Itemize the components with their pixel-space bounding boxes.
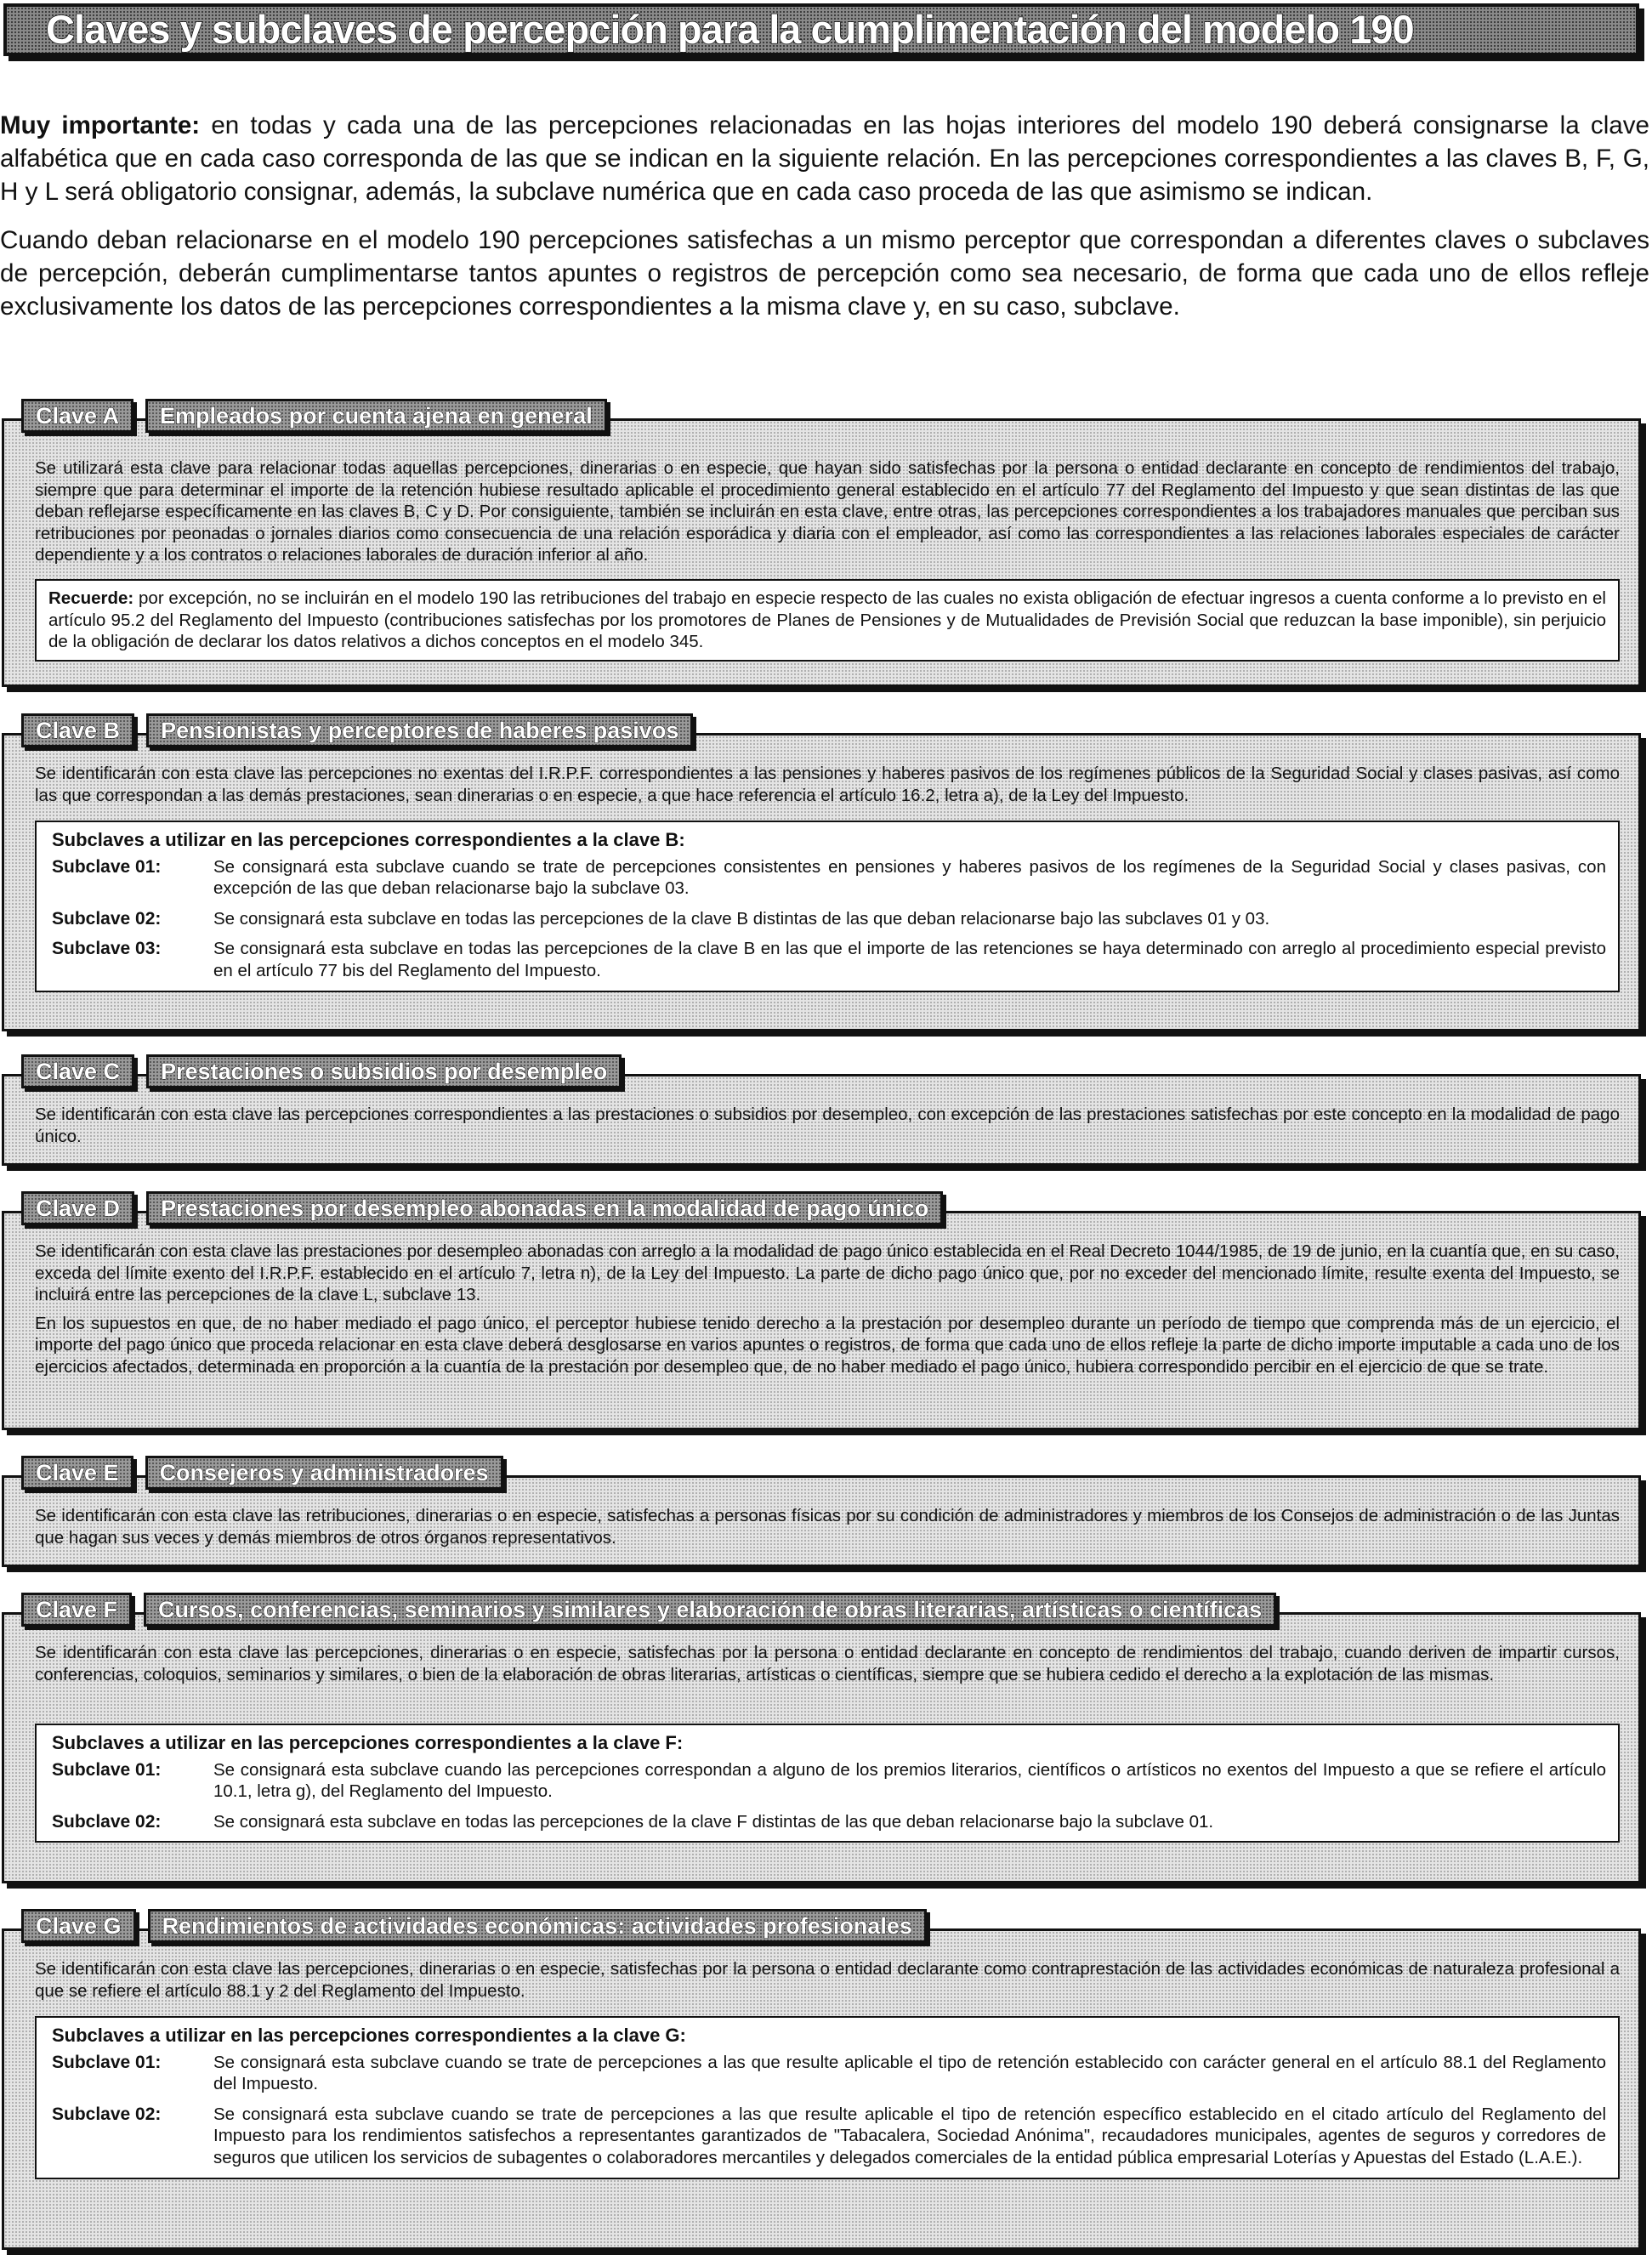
section-body: [35, 457, 1620, 573]
subclave-text: Se consignará esta subclave cuando se trate de percepciones a las que resulte aplicable el tipo de retención específico establecido en el citado artículo del Reglamento del Impuesto para los rendimientos satisfechos a representantes garantizados de "Tabacalera, Sociedad Anónima", recaudadores municipales, agentes de seguros y corredores de seguros que utilicen los servicios de subagentes o colaboradores mercantiles y delegados comerciales de la entidad pública empresarial Loterías y Apuestas del Estado (L.A.E.).: [213, 2104, 1606, 2167]
subclaves-heading: Subclaves a utilizar en las percepciones correspondientes a la clave B:: [52, 829, 685, 850]
clave-name-tab: Pensionistas y perceptores de haberes pasivos: [146, 713, 693, 747]
section-tabs: [21, 1593, 1276, 1627]
section-tabs: [21, 1191, 943, 1225]
note-lead: Recuerde:: [48, 588, 134, 608]
section-text-2: En los supuestos en que, de no haber mediado el pago único, el perceptor hubiese tenido derecho a la prestación por desempleo durante un período de tiempo que comprenda más de un ejercicio, el importe del pago único que proceda relacionar en esta clave deberá desglosarse en varios apuntes o registros, de forma que cada uno de ellos refleje la parte de dicho importe imputable a cada uno de los ejercicios afectados, determinada en proporción a la cuantía de la prestación por desempleo que, de no haber mediado el pago único, hubiera correspondido percibir en el ejercicio de que se trate.: [35, 1313, 1620, 1377]
section-tabs: [21, 1456, 503, 1490]
section-text: Se identificarán con esta clave las percepciones no exentas del I.R.P.F. correspondientes a las pensiones y haberes pasivos de los regímenes públicos de la Seguridad Social y clases pasivas, así como las que correspondan a las demás prestaciones, sean dinerarias o en especie, a que hace referencia el artículo 16.2, letra a), de la Ley del Impuesto.: [35, 764, 1620, 805]
subclave-label: Subclave 02:: [52, 1811, 162, 1832]
clave-name-tab: Empleados por cuenta ajena en general: [145, 399, 607, 433]
section-clave-d: [2, 1196, 1641, 1430]
section-text: Se identificarán con esta clave las retribuciones, dinerarias o en especie, satisfechas a personas físicas por su condición de administradores y miembros de los Consejos de administración o de las Juntas que hagan sus veces y demás miembros de otros órganos representativos.: [35, 1506, 1620, 1548]
subclave-text: Se consignará esta subclave en todas las percepciones de la clave B distintas de las que deban relacionarse bajo las subclaves 01 y 03.: [213, 908, 1270, 929]
section-text: Se identificarán con esta clave las percepciones correspondientes a las prestaciones o subsidios por desempleo, con excepción de las prestaciones satisfechas por este concepto en la modalidad de pago único.: [35, 1105, 1620, 1146]
subclave-label: Subclave 01:: [52, 856, 162, 877]
clave-tab: Clave C: [21, 1054, 134, 1088]
section-clave-e: [2, 1460, 1641, 1567]
subclave-label: Subclave 01:: [52, 2052, 162, 2072]
section-text: Se identificarán con esta clave las prestaciones por desempleo abonadas con arreglo a la modalidad de pago único establecida en el Real Decreto 1044/1985, de 19 de junio, en la cuantía que, en su caso, exceda del límite exento del I.R.P.F. establecido en el artículo 7, letra n), de la Ley del Impuesto. La parte de dicho pago único que, por no exceder del mencionado límite, resulte exenta del Impuesto, se incluirá entre las percepciones de la clave L, subclave 13.: [35, 1241, 1620, 1305]
clave-tab: Clave A: [21, 399, 133, 433]
subclaves-heading: Subclaves a utilizar en las percepciones correspondientes a la clave G:: [52, 2025, 686, 2046]
section-tabs: [21, 713, 693, 747]
section-body: [35, 1642, 1620, 1692]
subclave-label: Subclave 02:: [52, 2104, 162, 2124]
section-clave-f: [2, 1597, 1641, 1883]
section-body: [35, 1958, 1620, 2008]
section-body: [35, 1104, 1620, 1154]
subclave-row: [52, 938, 1606, 981]
section-body: [35, 1241, 1620, 1385]
intro-text-1: en todas y cada una de las percepciones relacionadas en las hojas interiores del modelo 190 deberá consignarse la clave alfabética que en cada caso corresponda de las que se indican en la siguiente relación. En las percepciones correspondientes a las claves B, F, G, H y L será obligatorio consignar, además, la subclave numérica que en cada caso proceda de las que asimismo se indican.: [0, 111, 1649, 206]
subclave-row: [52, 856, 1606, 900]
section-text: Se identificarán con esta clave las percepciones, dinerarias o en especie, satisfechas por la persona o entidad declarante como contraprestación de las actividades económicas de naturaleza profesional a que se refiere el artículo 88.1 y 2 del Reglamento del Impuesto.: [35, 1959, 1620, 2001]
clave-tab: Clave F: [21, 1593, 132, 1627]
intro-paragraph-2: Cuando deban relacionarse en el modelo 190 percepciones satisfechas a un mismo perceptor que correspondan a diferentes claves o subclaves de percepción, deberán cumplimentarse tantos apuntes o registros de percepción como sea necesario, de forma que cada uno de ellos refleje exclusivamente los datos de las percepciones correspondientes a la misma clave y, en su caso, subclave.: [0, 226, 1649, 321]
subclave-label: Subclave 01:: [52, 1759, 162, 1780]
subclave-row: [52, 2052, 1606, 2095]
subclave-row: [52, 1811, 1606, 1833]
subclave-row: [52, 1759, 1606, 1803]
subclave-label: Subclave 02:: [52, 908, 162, 929]
clave-tab: Clave E: [21, 1456, 133, 1490]
section-clave-b: [2, 718, 1641, 1031]
clave-name-tab: Prestaciones por desempleo abonadas en la modalidad de pago único: [146, 1191, 943, 1225]
section-tabs: [21, 399, 607, 433]
section-body: [35, 763, 1620, 813]
clave-name-tab: Consejeros y administradores: [145, 1456, 503, 1490]
clave-tab: Clave B: [21, 713, 134, 747]
clave-tab: Clave G: [21, 1909, 136, 1943]
subclave-text: Se consignará esta subclave en todas las percepciones de la clave F distintas de las que deban relacionarse bajo la subclave 01.: [213, 1811, 1214, 1832]
subclave-row: [52, 2104, 1606, 2169]
subclaves-box: [35, 1724, 1620, 1843]
subclave-text: Se consignará esta subclave cuando se trate de percepciones consistentes en pensiones y haberes pasivos de los regímenes de la Seguridad Social y clases pasivas, con excepción de las que deban relacionarse bajo la subclave 03.: [213, 856, 1606, 899]
intro-lead: Muy importante:: [0, 111, 201, 139]
section-tabs: [21, 1909, 927, 1943]
clave-name-tab: Prestaciones o subsidios por desempleo: [146, 1054, 622, 1088]
section-clave-a: [2, 403, 1641, 687]
section-body: [35, 1505, 1620, 1555]
subclaves-box: [35, 821, 1620, 992]
clave-name-tab: Rendimientos de actividades económicas: actividades profesionales: [148, 1909, 927, 1943]
section-clave-g: [2, 1913, 1641, 2250]
clave-tab: Clave D: [21, 1191, 134, 1225]
subclave-text: Se consignará esta subclave cuando las percepciones correspondan a alguno de los premios literarios, científicos o artísticos no exentos del Impuesto a que se refiere el artículo 10.1, letra g), del Reglamento del Impuesto.: [213, 1759, 1606, 1802]
subclaves-heading: Subclaves a utilizar en las percepciones correspondientes a la clave F:: [52, 1732, 684, 1753]
subclaves-box: [35, 2016, 1620, 2179]
note-box: [35, 579, 1620, 662]
clave-name-tab: Cursos, conferencias, seminarios y similares y elaboración de obras literarias, artísticas o científicas: [144, 1593, 1276, 1627]
section-clave-c: [2, 1059, 1641, 1166]
section-tabs: [21, 1054, 622, 1088]
subclave-text: Se consignará esta subclave en todas las percepciones de la clave B en las que el importe de las retenciones se haya determinado con arreglo al procedimiento especial previsto en el artículo 77 bis del Reglamento del Impuesto.: [213, 939, 1606, 980]
intro: [0, 109, 1649, 338]
subclave-text: Se consignará esta subclave cuando se trate de percepciones a las que resulte aplicable el tipo de retención establecido con carácter general en el artículo 88.1 del Reglamento del Impuesto.: [213, 2052, 1606, 2094]
title-banner: [3, 3, 1639, 56]
intro-paragraph-1: [0, 109, 1649, 208]
section-text: Se utilizará esta clave para relacionar todas aquellas percepciones, dinerarias o en especie, que hayan sido satisfechas por la persona o entidad declarante en concepto de rendimientos del trabajo, siempre que para determinar el importe de la retención hubiese resultado aplicable el procedimiento general establecido en el artículo 77 del Reglamento del Impuesto y que sean distintas de las que deban reflejarse específicamente en las claves B, C y D. Por consiguiente, también se incluirán en esta clave, entre otras, las percepciones correspondientes a los trabajadores manuales que perciban sus retribuciones por peonadas o jornales diarios como consecuencia de una relación esporádica y diaria con el empleador, así como las correspondientes a las relaciones laborales especiales de carácter dependiente y a los contratos o relaciones laborales de duración inferior al año.: [35, 458, 1620, 565]
page-title: Claves y subclaves de percepción para la cumplimentación del modelo 190: [46, 7, 1414, 52]
section-text: Se identificarán con esta clave las percepciones, dinerarias o en especie, satisfechas por la persona o entidad declarante en concepto de rendimientos del trabajo, cuando deriven de impartir cursos, conferencias, coloquios, seminarios y similares, o bien de la elaboración de obras literarias, artísticas o científicas, siempre que se hubiera cedido el derecho a la explotación de las mismas.: [35, 1643, 1620, 1684]
subclave-label: Subclave 03:: [52, 939, 162, 959]
note-text: por excepción, no se incluirán en el modelo 190 las retribuciones del trabajo en especie respecto de las cuales no exista obligación de efectuar ingresos a cuenta conforme a lo previsto en el artículo 95.2 del Reglamento del Impuesto (contribuciones satisfechas por los promotores de Planes de Pensiones y de Mutualidades de Previsión Social que reduzcan la base imponible), sin perjuicio de la obligación de declarar los datos relativos a dichos conceptos en el modelo 345.: [48, 588, 1606, 652]
subclave-row: [52, 908, 1606, 930]
